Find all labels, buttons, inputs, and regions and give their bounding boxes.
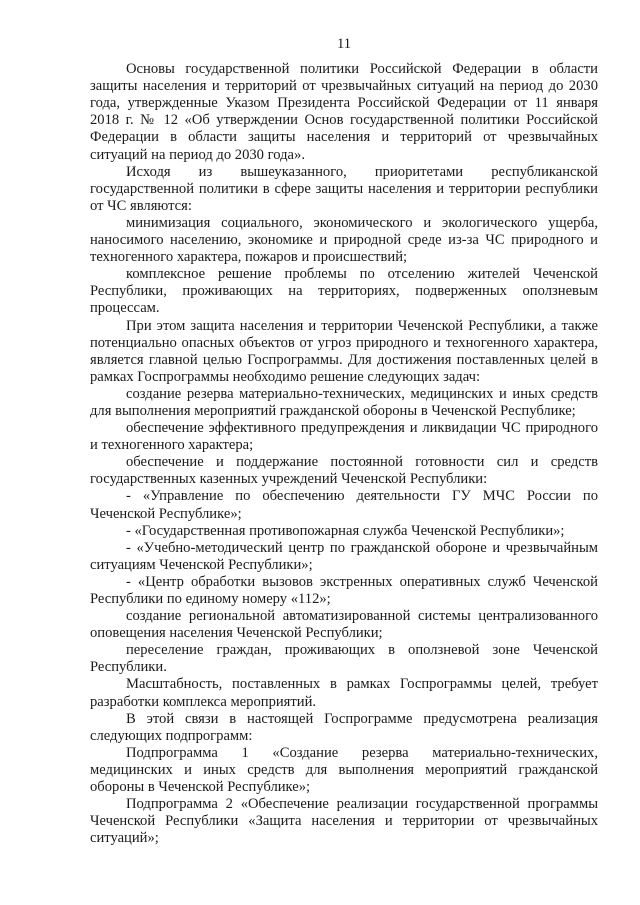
paragraph-task-prevention: обеспечение эффективного предупреждения и ликвидации ЧС природного и техногенного характера;	[90, 420, 598, 454]
paragraph-priorities-intro: Исходя из вышеуказанного, приоритетами республиканской государственной политики в сфере защиты населения и территории республики от ЧС являются:	[90, 163, 598, 214]
paragraph-subprogram-2: Подпрограмма 2 «Обеспечение реализации государственной программы Чеченской Республики «Защита населения и территории от чрезвычайных ситуаций»;	[90, 796, 598, 847]
document-page	[90, 36, 598, 847]
list-item-mchs-management: - «Управление по обеспечению деятельности ГУ МЧС России по Чеченской Республике»;	[90, 488, 598, 522]
paragraph-task-readiness: обеспечение и поддержание постоянной готовности сил и средств государственных казенных учреждений Чеченской Республики:	[90, 454, 598, 488]
paragraph-task-reserve: создание резерва материально-технических, медицинских и иных средств для выполнения мероприятий гражданской обороны в Чеченской Республике;	[90, 385, 598, 419]
paragraph-resettlement-solution: комплексное решение проблемы по отселению жителей Чеченской Республики, проживающих на территориях, подверженных оползневым процессам.	[90, 266, 598, 317]
list-item-training-center: - «Учебно-методический центр по гражданской обороне и чрезвычайным ситуациям Чеченской Республики»;	[90, 539, 598, 573]
list-item-fire-service: - «Государственная противопожарная служба Чеченской Республики»;	[126, 522, 565, 539]
paragraph-task-relocation: переселение граждан, проживающих в оползневой зоне Чеченской Республики.	[90, 642, 598, 676]
paragraph-main-goal: При этом защита населения и территории Чеченской Республики, а также потенциально опасных объектов от угроз природного и техногенного характера, является главной целью Госпрограммы. Для достижения поставленных целей в рамках Госпрограммы необходимо решение следующих задач:	[90, 317, 598, 385]
paragraph-task-warning-system: создание региональной автоматизированной системы централизованного оповещения населения Чеченской Республики;	[90, 608, 598, 642]
paragraph-subprograms-intro: В этой связи в настоящей Госпрограмме предусмотрена реализация следующих подпрограмм:	[90, 710, 598, 744]
paragraph-minimization: минимизация социального, экономического и экологического ущерба, наносимого населению, экономике и природной среде из-за ЧС природного и техногенного характера, пожаров и происшествий;	[90, 214, 598, 266]
paragraph-scale: Масштабность, поставленных в рамках Госпрограммы целей, требует разработки комплекса мероприятий.	[90, 676, 598, 710]
page-number: 11	[336, 36, 352, 52]
paragraph-basics-policy: Основы государственной политики Российской Федерации в области защиты населения и территорий от чрезвычайных ситуаций на период до 2030 года, утвержденные Указом Президента Российской Федерации от 11 января 2018 г. № 12 «Об утверждении Основ государственной политики Российской Федерации в области защиты населения и территорий от чрезвычайных ситуаций на период до 2030 года».	[90, 61, 598, 163]
paragraph-subprogram-1: Подпрограмма 1 «Создание резерва материально-технических, медицинских и иных средств для выполнения мероприятий гражданской обороны в Чеченской Республике»;	[90, 744, 598, 796]
list-item-112-center: - «Центр обработки вызовов экстренных оперативных служб Чеченской Республики по единому номеру «112»;	[90, 573, 598, 607]
